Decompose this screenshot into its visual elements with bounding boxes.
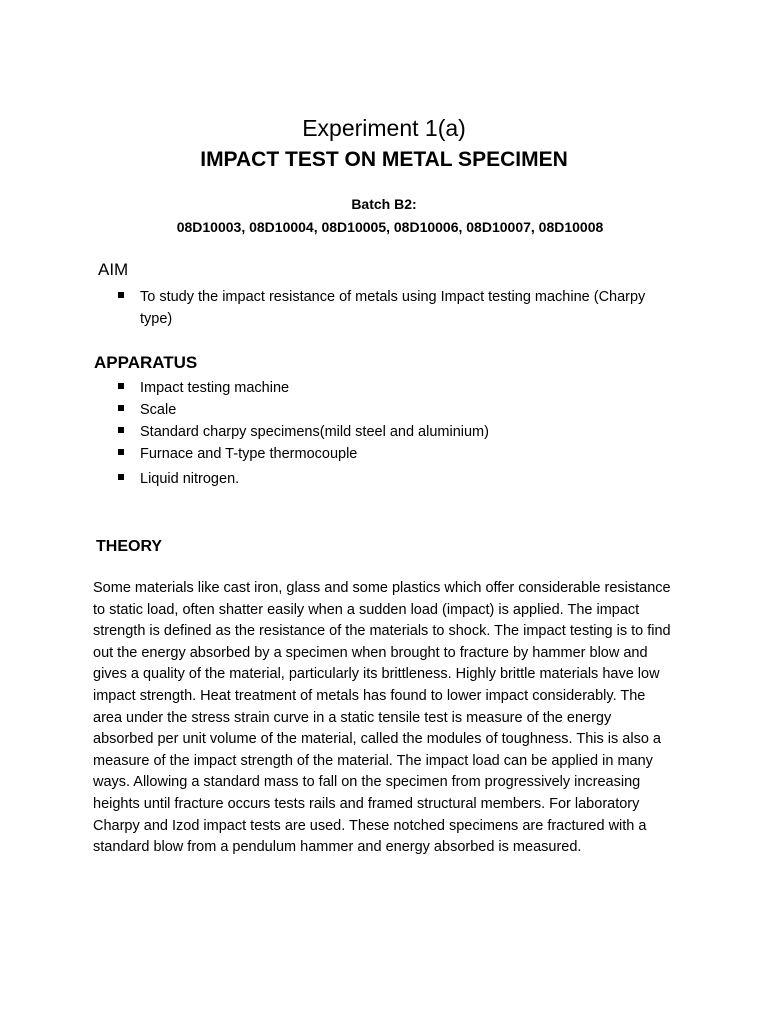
apparatus-item-text: Scale [140, 402, 177, 418]
apparatus-item-text: Impact testing machine [140, 380, 290, 396]
aim-heading: AIM [98, 260, 129, 279]
bullet-icon [118, 474, 124, 480]
apparatus-item-text: Standard charpy specimens(mild steel and aluminium) [140, 424, 489, 440]
theory-paragraph: Some materials like cast iron, glass and some plastics which offer considerable resistance to static load, often shatter easily when a sudden load (impact) is applied. The impact strength is defined as the resistance of the materials to shock. The impact testing is to find out the energy absorbed by a specimen when brought to fracture by hammer blow and gives a quality of the material, particularly its brittleness. Highly brittle materials have low impact strength. Heat treatment of metals has found to lower impact considerably. The area under the stress strain curve in a static tensile test is measure of the energy absorbed per unit volume of the material, called the modules of toughness. This is also a measure of the impact strength of the material. The impact load can be applied in many ways. Allowing a standard mass to fall on the specimen from progressively increasing heights until fracture occurs tests rails and framed structural members. For laboratory Charpy and Izod impact tests are used. These notched specimens are fractured with a standard blow from a pendulum hammer and energy absorbed is measured. [93, 580, 671, 856]
apparatus-heading: APPARATUS [94, 353, 198, 372]
aim-item-text: To study the impact resistance of metals using Impact testing machine (Charpy type) [140, 289, 646, 327]
apparatus-item [118, 421, 678, 443]
bullet-icon [118, 427, 124, 433]
batch-label: Batch B2: [351, 196, 417, 212]
batch-ids: 08D10003, 08D10004, 08D10005, 08D10006, 08D10007, 08D10008 [176, 219, 604, 235]
aim-list [118, 286, 678, 330]
bullet-icon [118, 449, 124, 455]
apparatus-item [118, 399, 678, 421]
bullet-icon [118, 292, 124, 298]
apparatus-list [118, 377, 678, 490]
experiment-title: Experiment 1(a) [302, 115, 466, 141]
apparatus-item [118, 468, 678, 490]
apparatus-item-text: Furnace and T-type thermocouple [140, 446, 358, 462]
document-title: IMPACT TEST ON METAL SPECIMEN [200, 148, 568, 171]
theory-heading: THEORY [96, 538, 163, 555]
aim-item [118, 286, 678, 330]
apparatus-item [118, 377, 678, 399]
apparatus-item [118, 443, 678, 465]
apparatus-item-text: Liquid nitrogen. [140, 471, 240, 487]
bullet-icon [118, 405, 124, 411]
bullet-icon [118, 383, 124, 389]
